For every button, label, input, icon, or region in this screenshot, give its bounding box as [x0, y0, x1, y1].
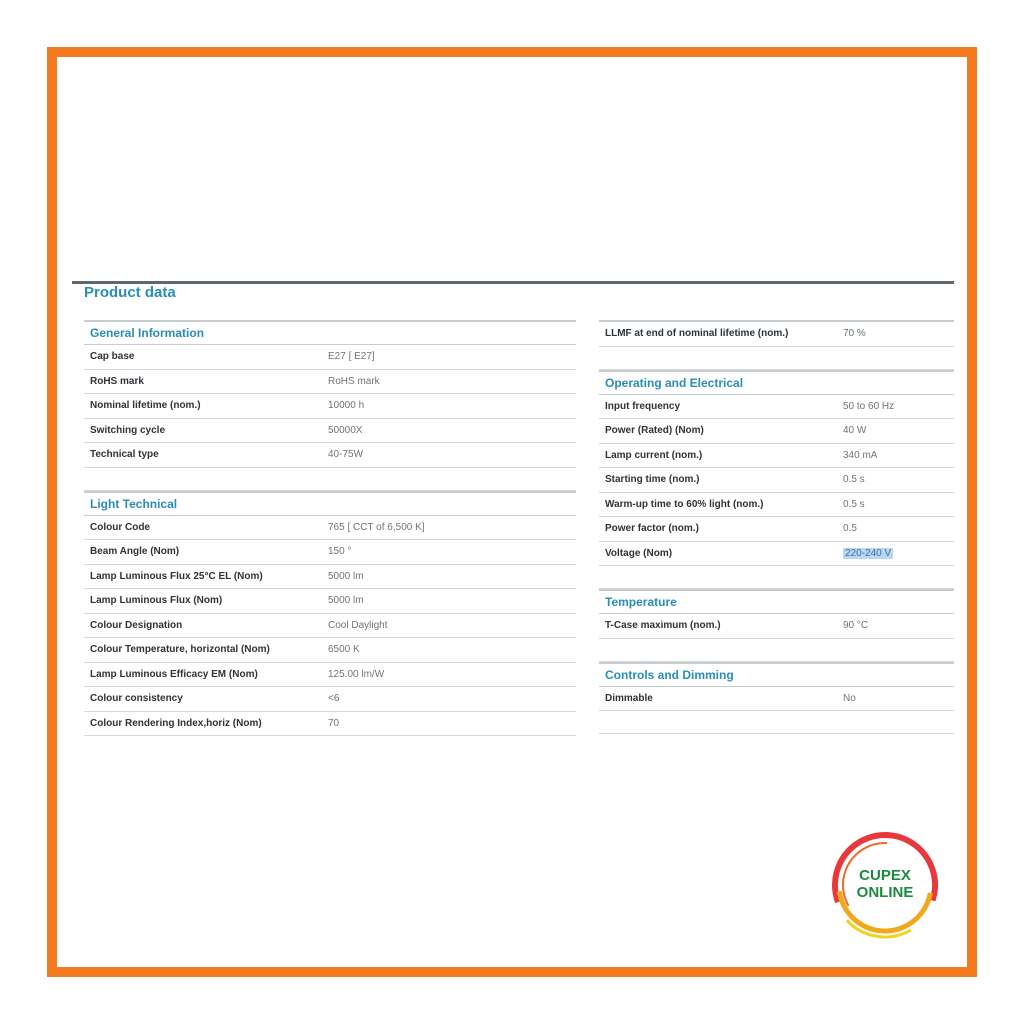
- spec-value: <6: [328, 693, 340, 704]
- table-row: [84, 394, 576, 419]
- table-row: [84, 419, 576, 444]
- table-row: [84, 589, 576, 614]
- controls-dimming-section: [599, 662, 954, 712]
- spec-label: Input frequency: [605, 400, 681, 412]
- table-row: [599, 517, 954, 542]
- section-spacer: [599, 347, 954, 370]
- section-spacer: [599, 711, 954, 734]
- left-column: [84, 320, 576, 736]
- cupex-online-logo: [830, 830, 940, 940]
- spec-value: 10000 h: [328, 400, 365, 411]
- spec-value: 0.5: [843, 523, 857, 534]
- spec-value: 0.5 s: [843, 474, 865, 485]
- operating-electrical-section: [599, 370, 954, 567]
- spec-value: 40 W: [843, 425, 867, 436]
- table-row: [84, 712, 576, 737]
- table-row: [599, 419, 954, 444]
- table-row: [84, 663, 576, 688]
- spec-label: Nominal lifetime (nom.): [90, 400, 201, 411]
- spec-value: No: [843, 692, 856, 704]
- spec-value: 5000 lm: [328, 595, 364, 606]
- spec-label: Colour Temperature, horizontal (Nom): [90, 644, 270, 655]
- spec-label: Colour Rendering Index,horiz (Nom): [90, 717, 262, 729]
- general-information-section: [84, 320, 576, 468]
- table-row: [84, 638, 576, 663]
- spec-value: 40-75W: [328, 449, 364, 460]
- spec-label: Colour Designation: [90, 619, 183, 631]
- section-spacer: [599, 639, 954, 662]
- spec-label: Lamp Luminous Efficacy EM (Nom): [90, 668, 258, 680]
- spec-label: RoHS mark: [90, 375, 144, 387]
- spec-value: 70 %: [843, 328, 866, 339]
- spec-label: Dimmable: [605, 692, 653, 704]
- spec-value: 5000 lm: [328, 570, 364, 582]
- spec-value: 150 °: [328, 546, 352, 557]
- table-row: [84, 687, 576, 712]
- table-row: [84, 516, 576, 541]
- spec-value: 765 [ CCT of 6,500 K]: [328, 521, 425, 533]
- table-row: [599, 687, 954, 712]
- section-heading: Operating and Electrical: [599, 370, 954, 395]
- section-heading: Light Technical: [84, 491, 576, 516]
- section-heading: General Information: [84, 320, 576, 345]
- table-row: [599, 614, 954, 639]
- spec-label: Warm-up time to 60% light (nom.): [605, 498, 764, 510]
- table-row: [599, 468, 954, 493]
- spec-value: 50000X: [328, 424, 363, 436]
- section-heading: Controls and Dimming: [599, 662, 954, 687]
- spec-label: Starting time (nom.): [605, 474, 700, 485]
- table-row: [84, 345, 576, 370]
- header-divider: [72, 281, 954, 284]
- table-row: [599, 444, 954, 469]
- spec-value: 340 mA: [843, 449, 878, 461]
- right-column: [599, 320, 954, 734]
- spec-label: Colour consistency: [90, 693, 183, 704]
- spec-label: Cap base: [90, 351, 135, 362]
- selected-voltage-value[interactable]: 220-240 V: [845, 547, 892, 559]
- spec-label: Beam Angle (Nom): [90, 546, 180, 557]
- section-heading: Temperature: [599, 589, 954, 614]
- spec-label: T-Case maximum (nom.): [605, 620, 721, 631]
- table-row: [599, 395, 954, 420]
- spec-label: Power (Rated) (Nom): [605, 425, 704, 436]
- spec-value: 6500 K: [328, 644, 360, 655]
- spec-value: 125.00 lm/W: [328, 668, 385, 680]
- logo-text-line2: ONLINE: [856, 884, 914, 901]
- page-title: Product data: [84, 284, 176, 301]
- spec-value: 70: [328, 717, 340, 729]
- spec-label: LLMF at end of nominal lifetime (nom.): [605, 328, 789, 339]
- table-row: [84, 540, 576, 565]
- spec-value: 50 to 60 Hz: [843, 400, 895, 412]
- logo-text-line1: CUPEX: [859, 867, 911, 884]
- temperature-section: [599, 589, 954, 639]
- spec-value: Cool Daylight: [328, 619, 388, 631]
- table-row: [599, 542, 954, 567]
- section-spacer: [599, 566, 954, 589]
- table-row: [84, 565, 576, 590]
- spec-label: Technical type: [90, 449, 159, 460]
- table-row: [599, 320, 954, 347]
- spec-label: Voltage (Nom): [605, 547, 673, 559]
- spec-value: 90 °C: [843, 620, 869, 631]
- spec-label: Lamp Luminous Flux (Nom): [90, 595, 223, 606]
- table-row: [84, 443, 576, 468]
- table-row: [599, 493, 954, 518]
- spec-label: Lamp current (nom.): [605, 449, 703, 461]
- spec-value: RoHS mark: [328, 375, 380, 387]
- spec-value: 0.5 s: [843, 498, 865, 510]
- table-row: [84, 370, 576, 395]
- spec-label: Lamp Luminous Flux 25°C EL (Nom): [90, 570, 263, 582]
- table-row: [84, 614, 576, 639]
- spec-value: E27 [ E27]: [328, 351, 375, 362]
- spec-label: Switching cycle: [90, 424, 166, 436]
- spec-label: Colour Code: [90, 521, 150, 533]
- spec-label: Power factor (nom.): [605, 523, 699, 534]
- section-spacer: [84, 468, 576, 491]
- light-technical-section: [84, 491, 576, 737]
